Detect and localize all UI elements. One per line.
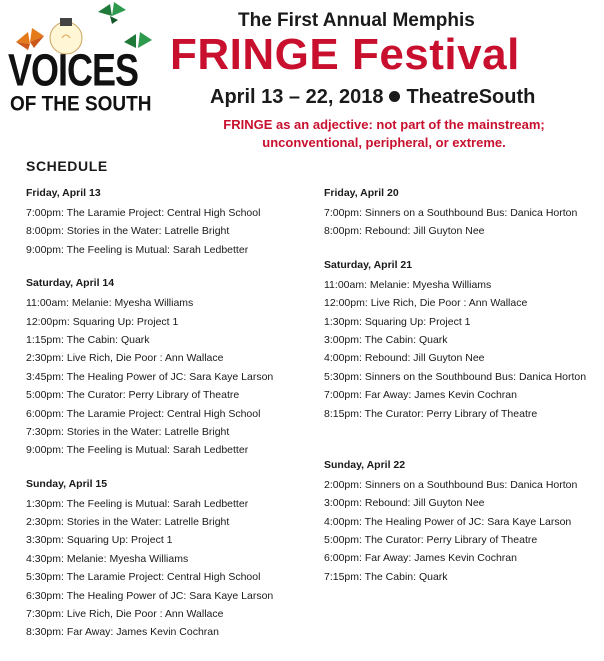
dates-text: April 13 – 22, 2018 [210, 86, 384, 108]
festival-subtitle: The First Annual Memphis [238, 10, 475, 31]
schedule-event: 3:30pm: Squaring Up: Project 1 [26, 534, 173, 547]
fringe-tagline [170, 116, 598, 152]
schedule-event: 5:00pm: The Curator: Perry Library of Theatre [26, 389, 240, 402]
day-heading: Saturday, April 21 [324, 258, 413, 271]
day-heading: Sunday, April 15 [26, 477, 108, 490]
schedule-event: 3:45pm: The Healing Power of JC: Sara Kaye Larson [26, 370, 274, 383]
schedule-event: 4:00pm: The Healing Power of JC: Sara Kaye Larson [324, 515, 572, 528]
schedule-event: 1:30pm: The Feeling is Mutual: Sarah Ledbetter [26, 497, 249, 510]
day-heading: Friday, April 20 [324, 187, 399, 199]
schedule-event: 1:15pm: The Cabin: Quark [26, 333, 150, 346]
voices-of-the-south-logo [6, 2, 166, 120]
schedule-event: 7:00pm: Far Away: James Kevin Cochran [324, 389, 517, 402]
tagline-line-2: unconventional, peripheral, or extreme. [262, 135, 506, 150]
bullet-dot-icon [389, 91, 400, 102]
schedule-event: 7:30pm: Stories in the Water: Latrelle Bright [26, 425, 230, 438]
festival-title: FRINGE Festival [170, 30, 520, 79]
schedule-event: 8:15pm: The Curator: Perry Library of Theatre [324, 407, 538, 420]
schedule-event: 3:00pm: The Cabin: Quark [324, 333, 448, 346]
schedule-day [26, 186, 306, 259]
logo-word-of-the-south: OF THE SOUTH [10, 92, 152, 116]
schedule-event: 12:00pm: Squaring Up: Project 1 [26, 315, 179, 328]
schedule-event: 2:00pm: Sinners on a Southbound Bus: Danica Horton [324, 478, 578, 491]
schedule-event: 9:00pm: The Feeling is Mutual: Sarah Ledbetter [26, 243, 249, 256]
schedule-event: 7:00pm: The Laramie Project: Central High School [26, 207, 261, 219]
schedule-event: 8:00pm: Stories in the Water: Latrelle Bright [26, 225, 230, 238]
schedule-event: 2:30pm: Live Rich, Die Poor : Ann Wallace [26, 352, 224, 365]
schedule-event: 6:00pm: Far Away: James Kevin Cochran [324, 552, 517, 565]
day-heading: Saturday, April 14 [26, 277, 115, 290]
schedule-event: 8:30pm: Far Away: James Kevin Cochran [26, 626, 219, 639]
venue-text: TheatreSouth [406, 86, 536, 108]
schedule-event: 8:00pm: Rebound: Jill Guyton Nee [324, 225, 485, 238]
schedule-event: 3:00pm: Rebound: Jill Guyton Nee [324, 497, 485, 510]
schedule-day [26, 276, 306, 460]
schedule-event: 7:15pm: The Cabin: Quark [324, 570, 448, 583]
schedule-event: 6:00pm: The Laramie Project: Central High School [26, 407, 261, 420]
schedule-day [324, 258, 602, 423]
schedule-event: 11:00am: Melanie: Myesha Williams [26, 297, 194, 310]
schedule-column-left [26, 186, 306, 642]
schedule-day [26, 477, 306, 642]
logo-word-voices: VOICES [8, 44, 139, 96]
schedule-event: 11:00am: Melanie: Myesha Williams [324, 278, 492, 291]
schedule-day [324, 186, 602, 241]
day-heading: Sunday, April 22 [324, 458, 406, 471]
schedule-heading: SCHEDULE [26, 158, 108, 174]
schedule-event: 5:30pm: Sinners on the Southbound Bus: Danica Horton [324, 370, 587, 383]
schedule-event: 6:30pm: The Healing Power of JC: Sara Kaye Larson [26, 589, 274, 602]
schedule-event: 9:00pm: The Feeling is Mutual: Sarah Ledbetter [26, 444, 249, 457]
schedule-event: 12:00pm: Live Rich, Die Poor : Ann Wallace [324, 297, 528, 310]
schedule-event: 7:00pm: Sinners on a Southbound Bus: Danica Horton [324, 207, 578, 219]
schedule-event: 2:30pm: Stories in the Water: Latrelle Bright [26, 516, 230, 529]
tagline-line-1: FRINGE as an adjective: not part of the mainstream; [223, 117, 545, 132]
schedule-event: 1:30pm: Squaring Up: Project 1 [324, 315, 471, 328]
schedule-day [324, 458, 602, 586]
schedule-event: 5:30pm: The Laramie Project: Central High School [26, 571, 261, 584]
schedule-event: 5:00pm: The Curator: Perry Library of Theatre [324, 534, 538, 547]
schedule-event: 4:00pm: Rebound: Jill Guyton Nee [324, 352, 485, 365]
schedule-event: 4:30pm: Melanie: Myesha Williams [26, 552, 189, 565]
day-heading: Friday, April 13 [26, 187, 101, 199]
schedule-column-right [324, 186, 602, 586]
festival-dates [210, 86, 535, 109]
schedule-event: 7:30pm: Live Rich, Die Poor : Ann Wallace [26, 608, 224, 621]
